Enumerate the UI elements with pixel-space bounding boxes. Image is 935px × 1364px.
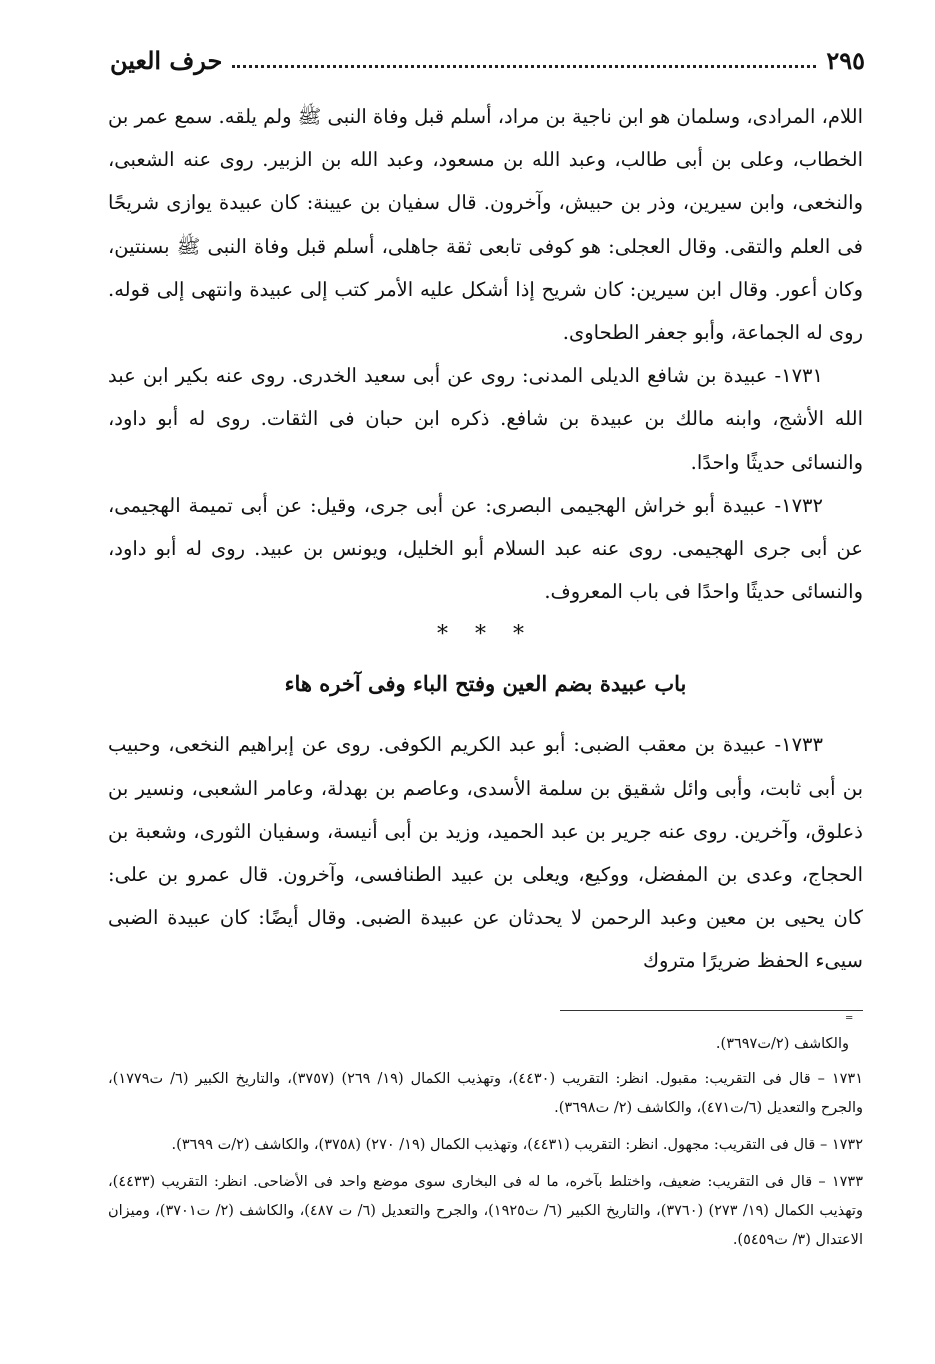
entry-1732: ١٧٣٢- عبيدة أبو خراش الهجيمى البصرى: عن أبى جرى، وقيل: عن أبى تميمة الهجيمى، عن أبى جرى الهجيمى. روى عنه عبد السلام أبو الخليل، ويونس بن عبيد. روى له أبو داود، والنسائى حديثًا واحدًا فى باب المعروف.: [108, 493, 863, 604]
section-heading: باب عبيدة بضم العين وفتح الباء وفى آخره هاء: [284, 671, 687, 697]
footnote-1733: ١٧٣٣ – قال فى التقريب: ضعيف، واختلط بآخره، ما له فى البخارى سوى موضع واحد فى الأضاحى. انظر: التقريب (٤٤٣٣)، وتهذيب الكمال (١٩/ ٢٧٣) (٣٧٦٠)، والتاريخ الكبير (٦/ ت١٩٢٥)، والجرح والتعديل (٦/ ت ٤٨٧)، والكاشف (٢/ ت٣٧٠١)، وميزان الاعتدال (٣/ ت٥٤٥٩).: [108, 1174, 863, 1248]
footnote-rule: [560, 1010, 863, 1011]
leader-dots: [232, 65, 816, 68]
footnote-1732: ١٧٣٢ – قال فى التقريب: مجهول. انظر: التقريب (٤٤٣١)، وتهذيب الكمال (١٩/ ٢٧٠) (٣٧٥٨)، والكاشف (٢/ت ٣٦٩٩).: [171, 1137, 863, 1153]
footnotes: [108, 1030, 863, 1263]
footnote-1731: ١٧٣١ – قال فى التقريب: مقبول. انظر: التقريب (٤٤٣٠)، وتهذيب الكمال (١٩/ ٢٦٩) (٣٧٥٧)، والتاريخ الكبير (٦/ ت١٧٧٩)، والجرح والتعديل (٦/ت٤٧١)، والكاشف (٢/ ت٣٦٩٨).: [108, 1071, 864, 1116]
page-header: [110, 40, 865, 80]
page-number: ٢٩٥: [826, 45, 865, 75]
continuation-mark: =: [845, 1013, 853, 1024]
intro-paragraph: اللام، المرادى، وسلمان هو ابن ناجية بن مراد، أسلم قبل وفاة النبى ﷺ ولم يلقه. سمع عمر بن الخطاب، وعلى بن أبى طالب، وعبد الله بن مسعود، وعبد الله بن الزبير. روى عنه الشعبى، والنخعى، وابن سيرين، وذر بن حبيش، وآخرون. قال سفيان بن عيينة: كان عبيدة يوازى شريحًا فى العلم والتقى. وقال العجلى: هو كوفى تابعى ثقة جاهلى، أسلم قبل وفاة النبى ﷺ بسنتين، وكان أعور. وقال ابن سيرين: كان شريح إذا أشكل عليه الأمر كتب إلى عبيدة وانتهى إلى قوله. روى له الجماعة، وأبو جعفر الطحاوى.: [108, 105, 863, 345]
main-text: [108, 95, 863, 983]
separator-stars: * * *: [437, 622, 534, 648]
entry-1731: ١٧٣١- عبيدة بن شافع الديلى المدنى: روى عن أبى سعيد الخدرى. روى عنه بكير ابن عبد الله الأشج، وابنه مالك بن عبيدة بن شافع. ذكره ابن حبان فى الثقات. روى له أبو داود، والنسائى حديثًا واحدًا.: [108, 364, 863, 474]
footnote-continuation: والكاشف (٢/ت٣٦٩٧).: [715, 1036, 849, 1052]
running-title: حرف العين: [110, 45, 223, 75]
entry-1733: ١٧٣٣- عبيدة بن معقب الضبى: أبو عبد الكريم الكوفى. روى عن إبراهيم النخعى، وحبيب بن أبى ثابت، وأبى وائل شقيق بن سلمة الأسدى، وعاصم بن بهدلة، وعامر الشعبى، ونسير بن ذعلوق، وآخرين. روى عنه جرير بن عبد الحميد، وزيد بن أبى أنيسة، وسفيان الثورى، وشعبة بن الحجاج، وعدى بن المفضل، ووكيع، ويعلى بن عبيد الطنافسى، وآخرون. قال عمرو بن على: كان يحيى بن معين وعبد الرحمن لا يحدثان عن عبيدة الضبى. وقال أيضًا: كان عبيدة الضبى سيىء الحفظ ضريرًا متروك: [108, 733, 863, 973]
